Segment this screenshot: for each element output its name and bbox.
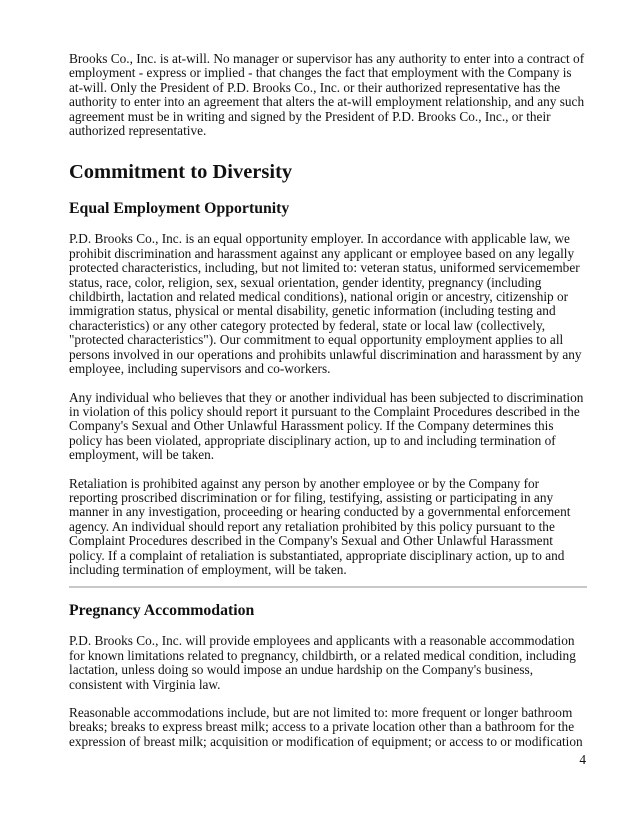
- section-divider: [69, 586, 587, 588]
- eeo-heading: Equal Employment Opportunity: [69, 200, 290, 218]
- pregnancy-paragraph-2: Reasonable accommodations include, but are not limited to: more frequent or longer bathroom breaks; breaks to express breast milk; access to a private location other than a bathroom for the expression of breast milk; acquisition or modification of equipment; or access to or modification: [69, 705, 583, 749]
- pregnancy-heading: Pregnancy Accommodation: [69, 602, 255, 620]
- eeo-paragraph-2: Any individual who believes that they or another individual has been subjected to discrimination in violation of this policy should report it pursuant to the Complaint Procedures described in the Company's Sexual and Other Unlawful Harassment policy. If the Company determines this policy has been violated, appropriate disciplinary action, up to and including termination of employment, will be taken.: [69, 389, 584, 463]
- eeo-paragraph-1: P.D. Brooks Co., Inc. is an equal opportunity employer. In accordance with applicable law, we prohibit discrimination and harassment against any applicant or employee based on any legally protected characteristics, including, but not limited to: veteran status, uniformed servicemember status, race, color, religion, sex, sexual orientation, gender identity, pregnancy (including childbirth, lactation and related medical conditions), national origin or ancestry, citizenship or immigration status, physical or mental disability, genetic information (including testing and characteristics) or any other category protected by federal, state or local law (collectively, "protected characteristics"). Our commitment to equal opportunity employment applies to all persons involved in our operations and prohibits unlawful discrimination and harassment by any employee, including supervisors and co-workers.: [69, 231, 582, 377]
- intro-paragraph: Brooks Co., Inc. is at-will. No manager or supervisor has any authority to enter into a contract of employment - express or implied - that changes the fact that employment with the Company is at-will. Only the President of P.D. Brooks Co., Inc. or their authorized representative has the authority to enter into an agreement that alters the at-will employment relationship, and any such agreement must be in writing and signed by the President of P.D. Brooks Co., Inc., or their authorized representative.: [69, 51, 585, 139]
- section-title: Commitment to Diversity: [69, 161, 293, 184]
- page-number: 4: [579, 752, 586, 767]
- eeo-paragraph-3: Retaliation is prohibited against any person by another employee or by the Company for reporting proscribed discrimination or for filing, testifying, assisting or participating in any manner in any investigation, proceeding or hearing conducted by a governmental enforcement agency. An individual should report any retaliation prohibited by this policy pursuant to the Complaint Procedures described in the Company's Sexual and Other Unlawful Harassment policy. If a complaint of retaliation is substantiated, appropriate disciplinary action, up to and including termination of employment, will be taken.: [69, 475, 571, 577]
- page-content: [69, 52, 587, 749]
- pregnancy-paragraph-1: P.D. Brooks Co., Inc. will provide employees and applicants with a reasonable accommodation for known limitations related to pregnancy, childbirth, or a related medical condition, including lactation, unless doing so would impose an undue hardship on the Company's business, consistent with Virginia law.: [69, 633, 576, 692]
